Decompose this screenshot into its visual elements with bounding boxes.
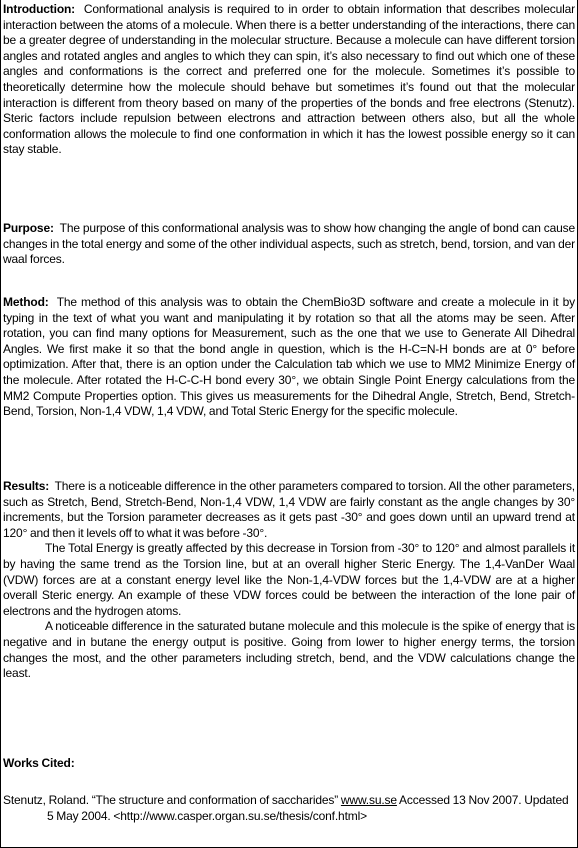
method-body: The method of this analysis was to obtain the ChemBio3D software and create a molecule in it by typing in the text of what you want and manipulating it by rotation so that all the atoms may be seen. After rotation, you can find many options for Measurement, such as the one that we use to Generate All Dihedral Angles. We first make it so that the bond angle in question, which is the H-C=N-H bonds are at 0° before optimization. After that, there is an option under the Calculation tab which we use to MM2 Minimize Energy of the molecule. After rotated the H-C-C-H bond every 30°, we obtain Single Point Energy calculations from the MM2 Compute Properties option. This gives us measurements for the Dihedral Angle, Stretch, Bend, Stretch-Bend, Torsion, Non-1,4 VDW, 1,4 VDW, and Total Steric Energy for the specific molecule. (3, 295, 575, 419)
method-section (3, 295, 575, 420)
results-paragraph-3: A noticeable difference in the saturated butane molecule and this molecule is the spike of energy that is negative and in butane the energy output is positive. Going from lower to higher energy terms, the torsion changes the most, and the other parameters including stretch, bend, and the VDW calculations change the least. (3, 619, 575, 681)
introduction-heading: Introduction: (3, 2, 76, 16)
introduction-section (3, 2, 575, 158)
citation-paragraph (3, 793, 575, 824)
purpose-paragraph (3, 221, 575, 268)
citation-details: Accessed 13 Nov 2007. Updated 5 May 2004. <http://www.casper.organ.su.se/thesis/conf.html> (47, 793, 569, 823)
method-heading: Method: (3, 295, 49, 309)
purpose-section (3, 221, 575, 268)
works-cited-heading-line (3, 756, 575, 772)
introduction-paragraph (3, 2, 575, 158)
introduction-body: Conformational analysis is required to in order to obtain information that describes molecular interaction between the atoms of a molecule. When there is a better understanding of the interactions, there can be a greater degree of understanding in the molecular structure. Because a molecule can have different torsion angles and rotated angles and angles to which they can spin, it’s also necessary to find out which one of these angles and conformations is the correct and preferred one for the molecule. Sometimes it’s possible to theoretically determine how the molecule should behave but sometimes it’s found out that the molecular interaction is different from theory based on many of the properties of the bonds and free electrons (Stenutz). Steric factors include repulsion between electrons and attraction between others also, but all the whole conformation allows the molecule to find one conformation in which it has the lowest possible energy so it can stay stable. (3, 2, 575, 157)
results-paragraph-2: The Total Energy is greatly affected by this decrease in Torsion from -30° to 120° and almost parallels it by having the same trend as the Torsion line, but at an overall higher Steric Energy. The 1,4-VanDer Waal (VDW) forces are at a constant energy level like the Non-1,4-VDW forces but the 1,4-VDW are at a higher overall Steric energy. An example of these VDW forces could be between the interaction of the lone pair of electrons and the hydrogen atoms. (3, 541, 575, 618)
method-paragraph (3, 295, 575, 420)
purpose-body: The purpose of this conformational analysis was to show how changing the angle of bond can cause changes in the total energy and some of the other individual aspects, such as stretch, bend, torsion, and van der waal forces. (3, 221, 576, 267)
works-cited-entry (3, 793, 575, 824)
results-heading: Results: (3, 479, 50, 493)
results-paragraph-1 (3, 479, 575, 541)
citation-text: Stenutz, Roland. “The structure and conformation of saccharides” (3, 793, 339, 807)
citation-link[interactable]: www.su.se (340, 793, 397, 807)
results-body-1: There is a noticeable difference in the other parameters compared to torsion. All the other parameters, such as Stretch, Bend, Stretch-Bend, Non-1,4 VDW, 1,4 VDW are fairly constant as the angle changes by 30° increments, but the Torsion parameter decreases as it gets past -30° and goes down until an upward trend at 120° and then it levels off to what it was before -30°. (3, 479, 575, 540)
works-cited-section (3, 756, 575, 772)
purpose-heading: Purpose: (3, 221, 54, 235)
works-cited-heading: Works Cited: (3, 756, 75, 770)
results-section (3, 479, 575, 682)
